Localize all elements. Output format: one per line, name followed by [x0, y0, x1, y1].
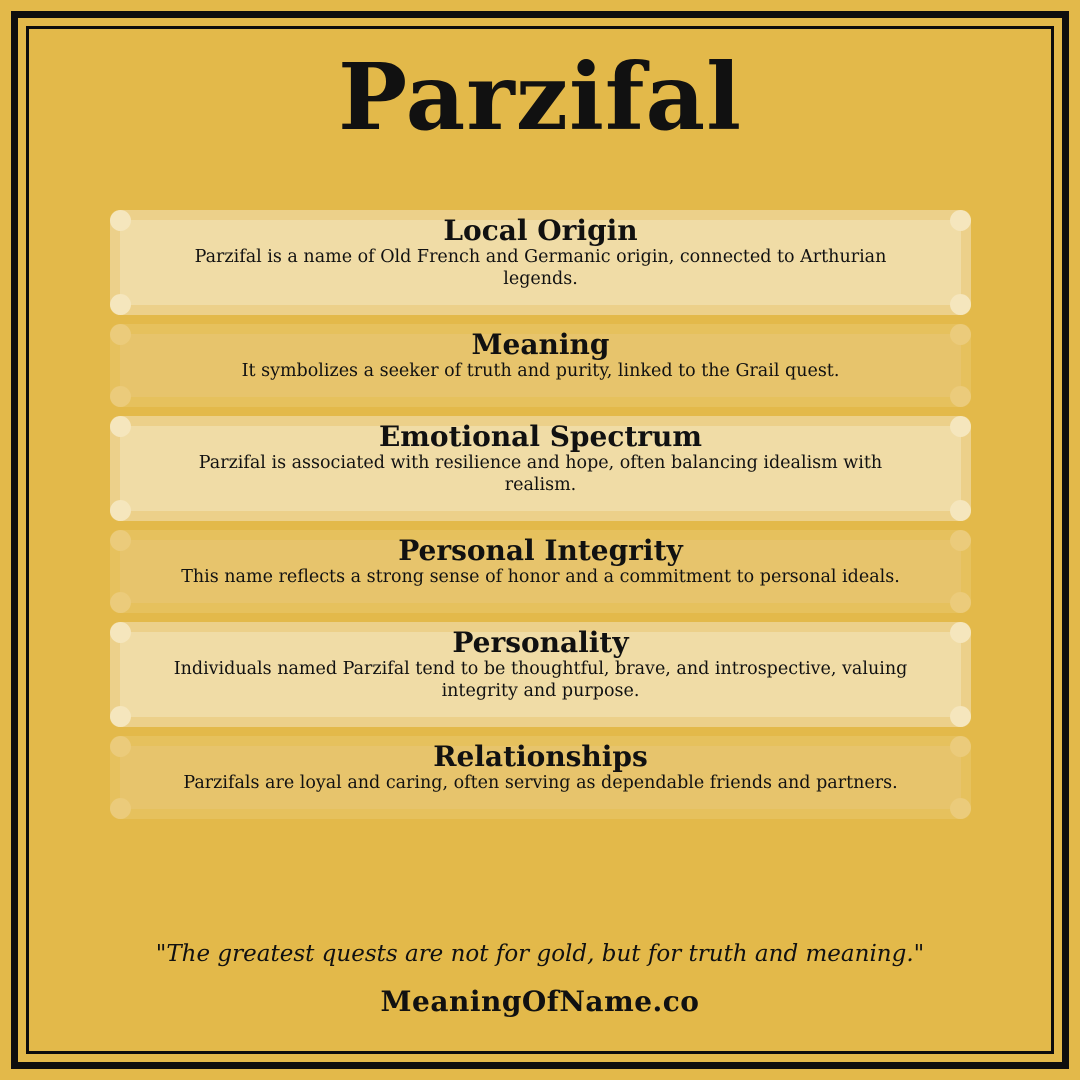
card-text: Parzifal is associated with resilience and hope, often balancing idealism with realism.: [198, 453, 883, 495]
corner-dot: [950, 706, 971, 727]
card-heading: Personal Integrity: [398, 534, 683, 567]
site-brand: MeaningOfName.co: [380, 985, 700, 1018]
card-heading: Meaning: [471, 328, 610, 361]
corner-dot: [950, 592, 971, 613]
card-personality: [110, 622, 971, 727]
card-text: Individuals named Parzifal tend to be thoughtful, brave, and introspective, valuing integrity and purpose.: [173, 659, 908, 701]
corner-dot: [110, 798, 131, 819]
corner-dot: [950, 798, 971, 819]
card-personal-integrity: [110, 530, 971, 613]
corner-dot: [110, 386, 131, 407]
card-text: It symbolizes a seeker of truth and purity, linked to the Grail quest.: [241, 361, 840, 381]
card-heading: Local Origin: [443, 214, 638, 247]
card-text: Parzifals are loyal and caring, often serving as dependable friends and partners.: [183, 773, 898, 793]
quote: [0, 938, 1080, 970]
card-emotional-spectrum: [110, 416, 971, 521]
corner-dot: [110, 294, 131, 315]
card-text: This name reflects a strong sense of honor and a commitment to personal ideals.: [181, 567, 900, 587]
quote-text: The greatest quests are not for gold, but for truth and meaning.: [166, 941, 914, 967]
corner-dot: [950, 500, 971, 521]
page-title: Parzifal: [337, 43, 743, 151]
card-heading: Personality: [452, 626, 629, 659]
card-local-origin: [110, 210, 971, 315]
corner-dot: [950, 294, 971, 315]
card-meaning: [110, 324, 971, 407]
card-text: Parzifal is a name of Old French and Germanic origin, connected to Arthurian legends.: [194, 247, 887, 289]
corner-dot: [110, 706, 131, 727]
card-heading: Relationships: [433, 740, 648, 773]
quote-close-mark: ": [913, 941, 925, 967]
card-heading: Emotional Spectrum: [378, 420, 703, 453]
corner-dot: [110, 592, 131, 613]
corner-dot: [950, 386, 971, 407]
card-relationships: [110, 736, 971, 819]
corner-dot: [110, 500, 131, 521]
quote-open-mark: ": [155, 941, 167, 967]
